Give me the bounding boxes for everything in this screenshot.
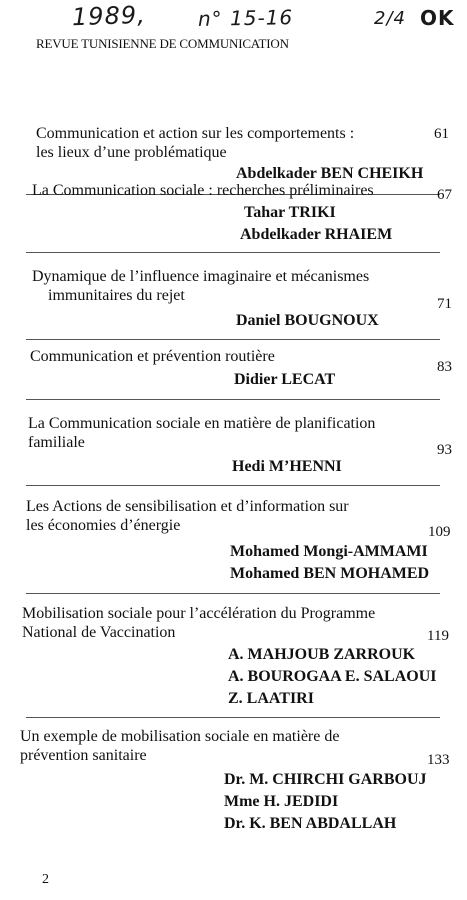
entry-3-author-1: Daniel BOUGNOUX (236, 312, 379, 329)
entry-5-page: 93 (437, 442, 452, 458)
entry-5-title-line-1: La Communication sociale en matière de planification (28, 415, 376, 432)
entry-1-page: 61 (434, 126, 449, 142)
entry-1-author-1: Abdelkader BEN CHEIKH (236, 165, 424, 182)
entry-7-page: 119 (427, 628, 449, 644)
entry-2-title-line-1: La Communication sociale : recherches préliminaires (32, 182, 374, 199)
entry-divider (26, 485, 440, 486)
entry-1-title-line-1: Communication et action sur les comportements : (36, 125, 355, 142)
entry-7-title-line-1: Mobilisation sociale pour l’accélération du Programme (22, 605, 376, 622)
entry-8-title-line-2: prévention sanitaire (20, 747, 147, 764)
entry-6-page: 109 (428, 524, 451, 540)
annotation-ok: OK (420, 6, 455, 30)
entry-7-author-1: A. MAHJOUB ZARROUK (228, 646, 416, 663)
entry-5-title (28, 414, 375, 452)
entry-2-author-2: Abdelkader RHAIEM (240, 226, 393, 243)
entry-3-title (32, 267, 369, 305)
entry-4-page: 83 (437, 359, 452, 375)
entry-8-author-1: Dr. M. CHIRCHI GARBOUJ (224, 771, 427, 788)
entry-divider (26, 252, 440, 253)
entry-1-title (36, 124, 354, 162)
entry-divider (26, 593, 440, 594)
entry-4-title (30, 347, 275, 366)
entry-7-title (22, 604, 375, 642)
handwritten-annotation (0, 2, 467, 36)
entry-6-author-1: Mohamed Mongi-AMMAMI (230, 543, 428, 560)
annotation-issue: n° 15-16 (197, 5, 294, 31)
page-number: 2 (42, 872, 49, 887)
entry-2-author-1: Tahar TRIKI (244, 204, 336, 221)
entry-3-title-line-1: Dynamique de l’influence imaginaire et mécanismes (32, 268, 370, 285)
entry-8-title-line-1: Un exemple de mobilisation sociale en matière de (20, 728, 340, 745)
entry-6-title (26, 497, 349, 535)
entry-8-title (20, 727, 339, 765)
entry-8-author-2: Mme H. JEDIDI (224, 793, 339, 810)
entry-7-author-2: A. BOUROGAA E. SALAOUI (228, 668, 437, 685)
entry-divider (26, 717, 440, 718)
entry-6-author-2: Mohamed BEN MOHAMED (230, 565, 430, 582)
entry-1-title-line-2: les lieux d’une problématique (36, 144, 227, 161)
entry-6-title-line-1: Les Actions de sensibilisation et d’information sur (26, 498, 349, 515)
annotation-fraction: 2/4 (374, 8, 406, 29)
entry-3-title-line-2: immunitaires du rejet (48, 287, 185, 304)
entry-5-author-1: Hedi M’HENNI (232, 458, 342, 475)
entry-divider (26, 339, 440, 340)
entry-5-title-line-2: familiale (28, 434, 85, 451)
entry-4-title-line-1: Communication et prévention routière (30, 348, 275, 365)
entry-3-page: 71 (437, 296, 452, 312)
entry-7-title-line-2: National de Vaccination (22, 624, 176, 641)
entry-2-page: 67 (437, 187, 452, 203)
entry-8-author-3: Dr. K. BEN ABDALLAH (224, 815, 397, 832)
entry-7-author-3: Z. LAATIRI (228, 690, 314, 707)
entry-divider (26, 399, 440, 400)
entry-4-author-1: Didier LECAT (234, 371, 336, 388)
journal-title: REVUE TUNISIENNE DE COMMUNICATION (36, 36, 289, 51)
annotation-year: 1989, (71, 0, 147, 32)
entry-2-title (32, 181, 374, 200)
entry-6-title-line-2: les économies d’énergie (26, 517, 181, 534)
entry-8-page: 133 (427, 752, 450, 768)
